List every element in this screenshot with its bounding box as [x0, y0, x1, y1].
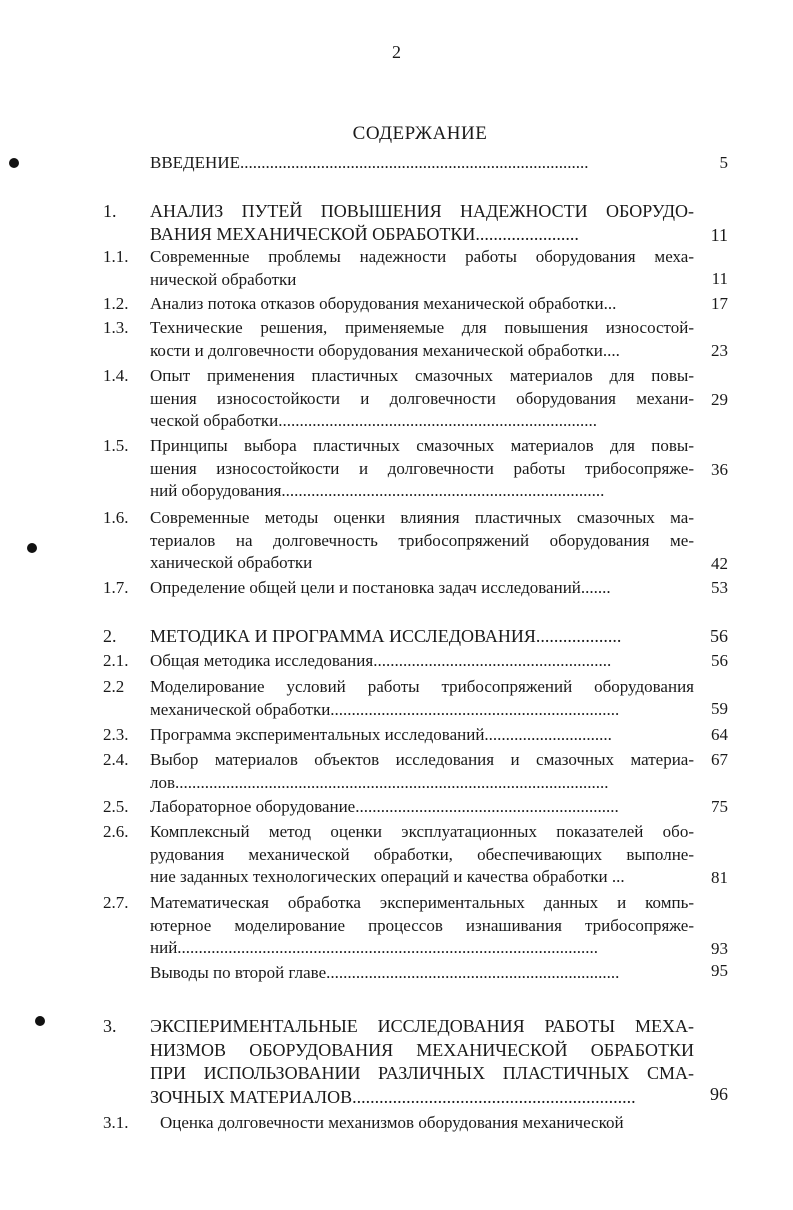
toc-entry-number: 2.1.	[103, 651, 129, 670]
page-number: 2	[392, 42, 401, 62]
toc-entry-title: Моделирование условий работы трибосопряжений оборудования механической обработки....................................................................	[150, 677, 694, 719]
binding-hole-mark	[9, 158, 19, 168]
toc-entry-page: 75	[711, 797, 728, 816]
toc-entry-number: 2.2	[103, 677, 125, 696]
toc-entry-number: 1.2.	[103, 294, 129, 313]
toc-title: СОДЕРЖАНИЕ	[352, 123, 488, 144]
toc-entry-page: 64	[711, 725, 728, 744]
toc-entry-title: Комплексный метод оценки эксплуатационных показателей обо- рудования механической обработки, обеспечивающих выполне- ние заданных технологических операций и качества обработки ...	[150, 822, 694, 886]
toc-entry-title: Анализ потока отказов оборудования механической обработки...	[150, 294, 617, 313]
toc-entry-number: 2.3.	[103, 725, 129, 744]
toc-entry-page: 93	[711, 939, 728, 958]
toc-entry-number: 1.7.	[103, 578, 129, 597]
toc-entry-title: Лабораторное оборудование..............................................................	[150, 797, 619, 816]
toc-entry-page: 81	[711, 868, 728, 887]
binding-hole-mark	[35, 1016, 45, 1026]
toc-entry-page: 23	[711, 341, 728, 360]
toc-entry-number: 2.7.	[103, 893, 129, 912]
toc-entry-title: Современные проблемы надежности работы оборудования меха- нической обработки	[150, 247, 694, 289]
toc-entry-title: Общая методика исследования........................................................	[150, 651, 612, 670]
toc-entry-page: 95	[711, 961, 728, 980]
toc-entry-page: 56	[711, 651, 728, 670]
toc-entry-number: 1.4.	[103, 366, 129, 385]
toc-entry-title: ВВЕДЕНИЕ..................................................................................	[150, 153, 589, 172]
toc-entry-title: Оценка долговечности механизмов оборудования механической	[160, 1113, 624, 1132]
toc-entry-number: 3.	[103, 1016, 117, 1036]
toc-entry-number: 1.3.	[103, 318, 129, 337]
toc-entry-number: 1.5.	[103, 436, 129, 455]
toc-entry-title: Современные методы оценки влияния пластичных смазочных ма- териалов на долговечность трибосопряжений оборудования ме- ханической обработки	[150, 508, 694, 572]
binding-hole-mark	[27, 543, 37, 553]
toc-entry-page: 17	[711, 294, 728, 313]
toc-entry-number: 1.	[103, 201, 117, 221]
toc-entry-title: ЭКСПЕРИМЕНТАЛЬНЫЕ ИССЛЕДОВАНИЯ РАБОТЫ МЕХА- НИЗМОВ ОБОРУДОВАНИЯ МЕХАНИЧЕСКОЙ ОБРАБОТКИ ПРИ ИСПОЛЬЗОВАНИИ РАЗЛИЧНЫХ ПЛАСТИЧНЫХ СМА- ЗОЧНЫХ МАТЕРИАЛОВ...............................................................	[150, 1016, 694, 1107]
toc-entry-page: 11	[711, 269, 728, 288]
toc-entry-page: 56	[710, 626, 728, 646]
toc-entry-number: 2.4.	[103, 750, 129, 769]
toc-entry-number: 2.5.	[103, 797, 129, 816]
toc-entry-title: Выбор материалов объектов исследования и смазочных материа- лов......................................................................................................	[150, 750, 694, 792]
toc-entry-title: Математическая обработка экспериментальных данных и компь- ютерное моделирование процессов изнашивания трибосопряже- ний...................................................................................................	[150, 893, 694, 957]
toc-entry-title: АНАЛИЗ ПУТЕЙ ПОВЫШЕНИЯ НАДЕЖНОСТИ ОБОРУДО- ВАНИЯ МЕХАНИЧЕСКОЙ ОБРАБОТКИ.......................	[150, 201, 694, 244]
toc-entry-page: 59	[711, 699, 728, 718]
toc-entry-title: Технические решения, применяемые для повышения износостой- кости и долговечности оборудования механической обработки....	[150, 318, 694, 360]
toc-entry-title: Выводы по второй главе.....................................................................	[150, 963, 620, 982]
toc-entry-page: 5	[719, 153, 728, 172]
toc-entry-number: 3.1.	[103, 1113, 129, 1132]
toc-entry-page: 67	[711, 750, 728, 769]
toc-entry-title: МЕТОДИКА И ПРОГРАММА ИССЛЕДОВАНИЯ...................	[150, 626, 622, 646]
toc-entry-page: 42	[711, 554, 728, 573]
toc-entry-page: 36	[711, 460, 728, 479]
toc-entry-page: 11	[710, 225, 728, 245]
toc-entry-number: 2.6.	[103, 822, 129, 841]
toc-entry-title: Определение общей цели и постановка задач исследований.......	[150, 578, 611, 597]
toc-entry-title: Опыт применения пластичных смазочных материалов для повы- шения износостойкости и долговечности оборудования механи- ческой обработки...........................................................................	[150, 366, 694, 430]
toc-entry-number: 1.1.	[103, 247, 129, 266]
toc-entry-page: 96	[710, 1084, 728, 1104]
toc-entry-number: 2.	[103, 626, 117, 646]
toc-entry-page: 53	[711, 578, 728, 597]
toc-entry-title: Принципы выбора пластичных смазочных материалов для повы- шения износостойкости и долговечности работы трибосопряже- ний оборудования............................................................................	[150, 436, 694, 500]
toc-entry-number: 1.6.	[103, 508, 129, 527]
toc-entry-title: Программа экспериментальных исследований..............................	[150, 725, 612, 744]
toc-entry-page: 29	[711, 390, 728, 409]
